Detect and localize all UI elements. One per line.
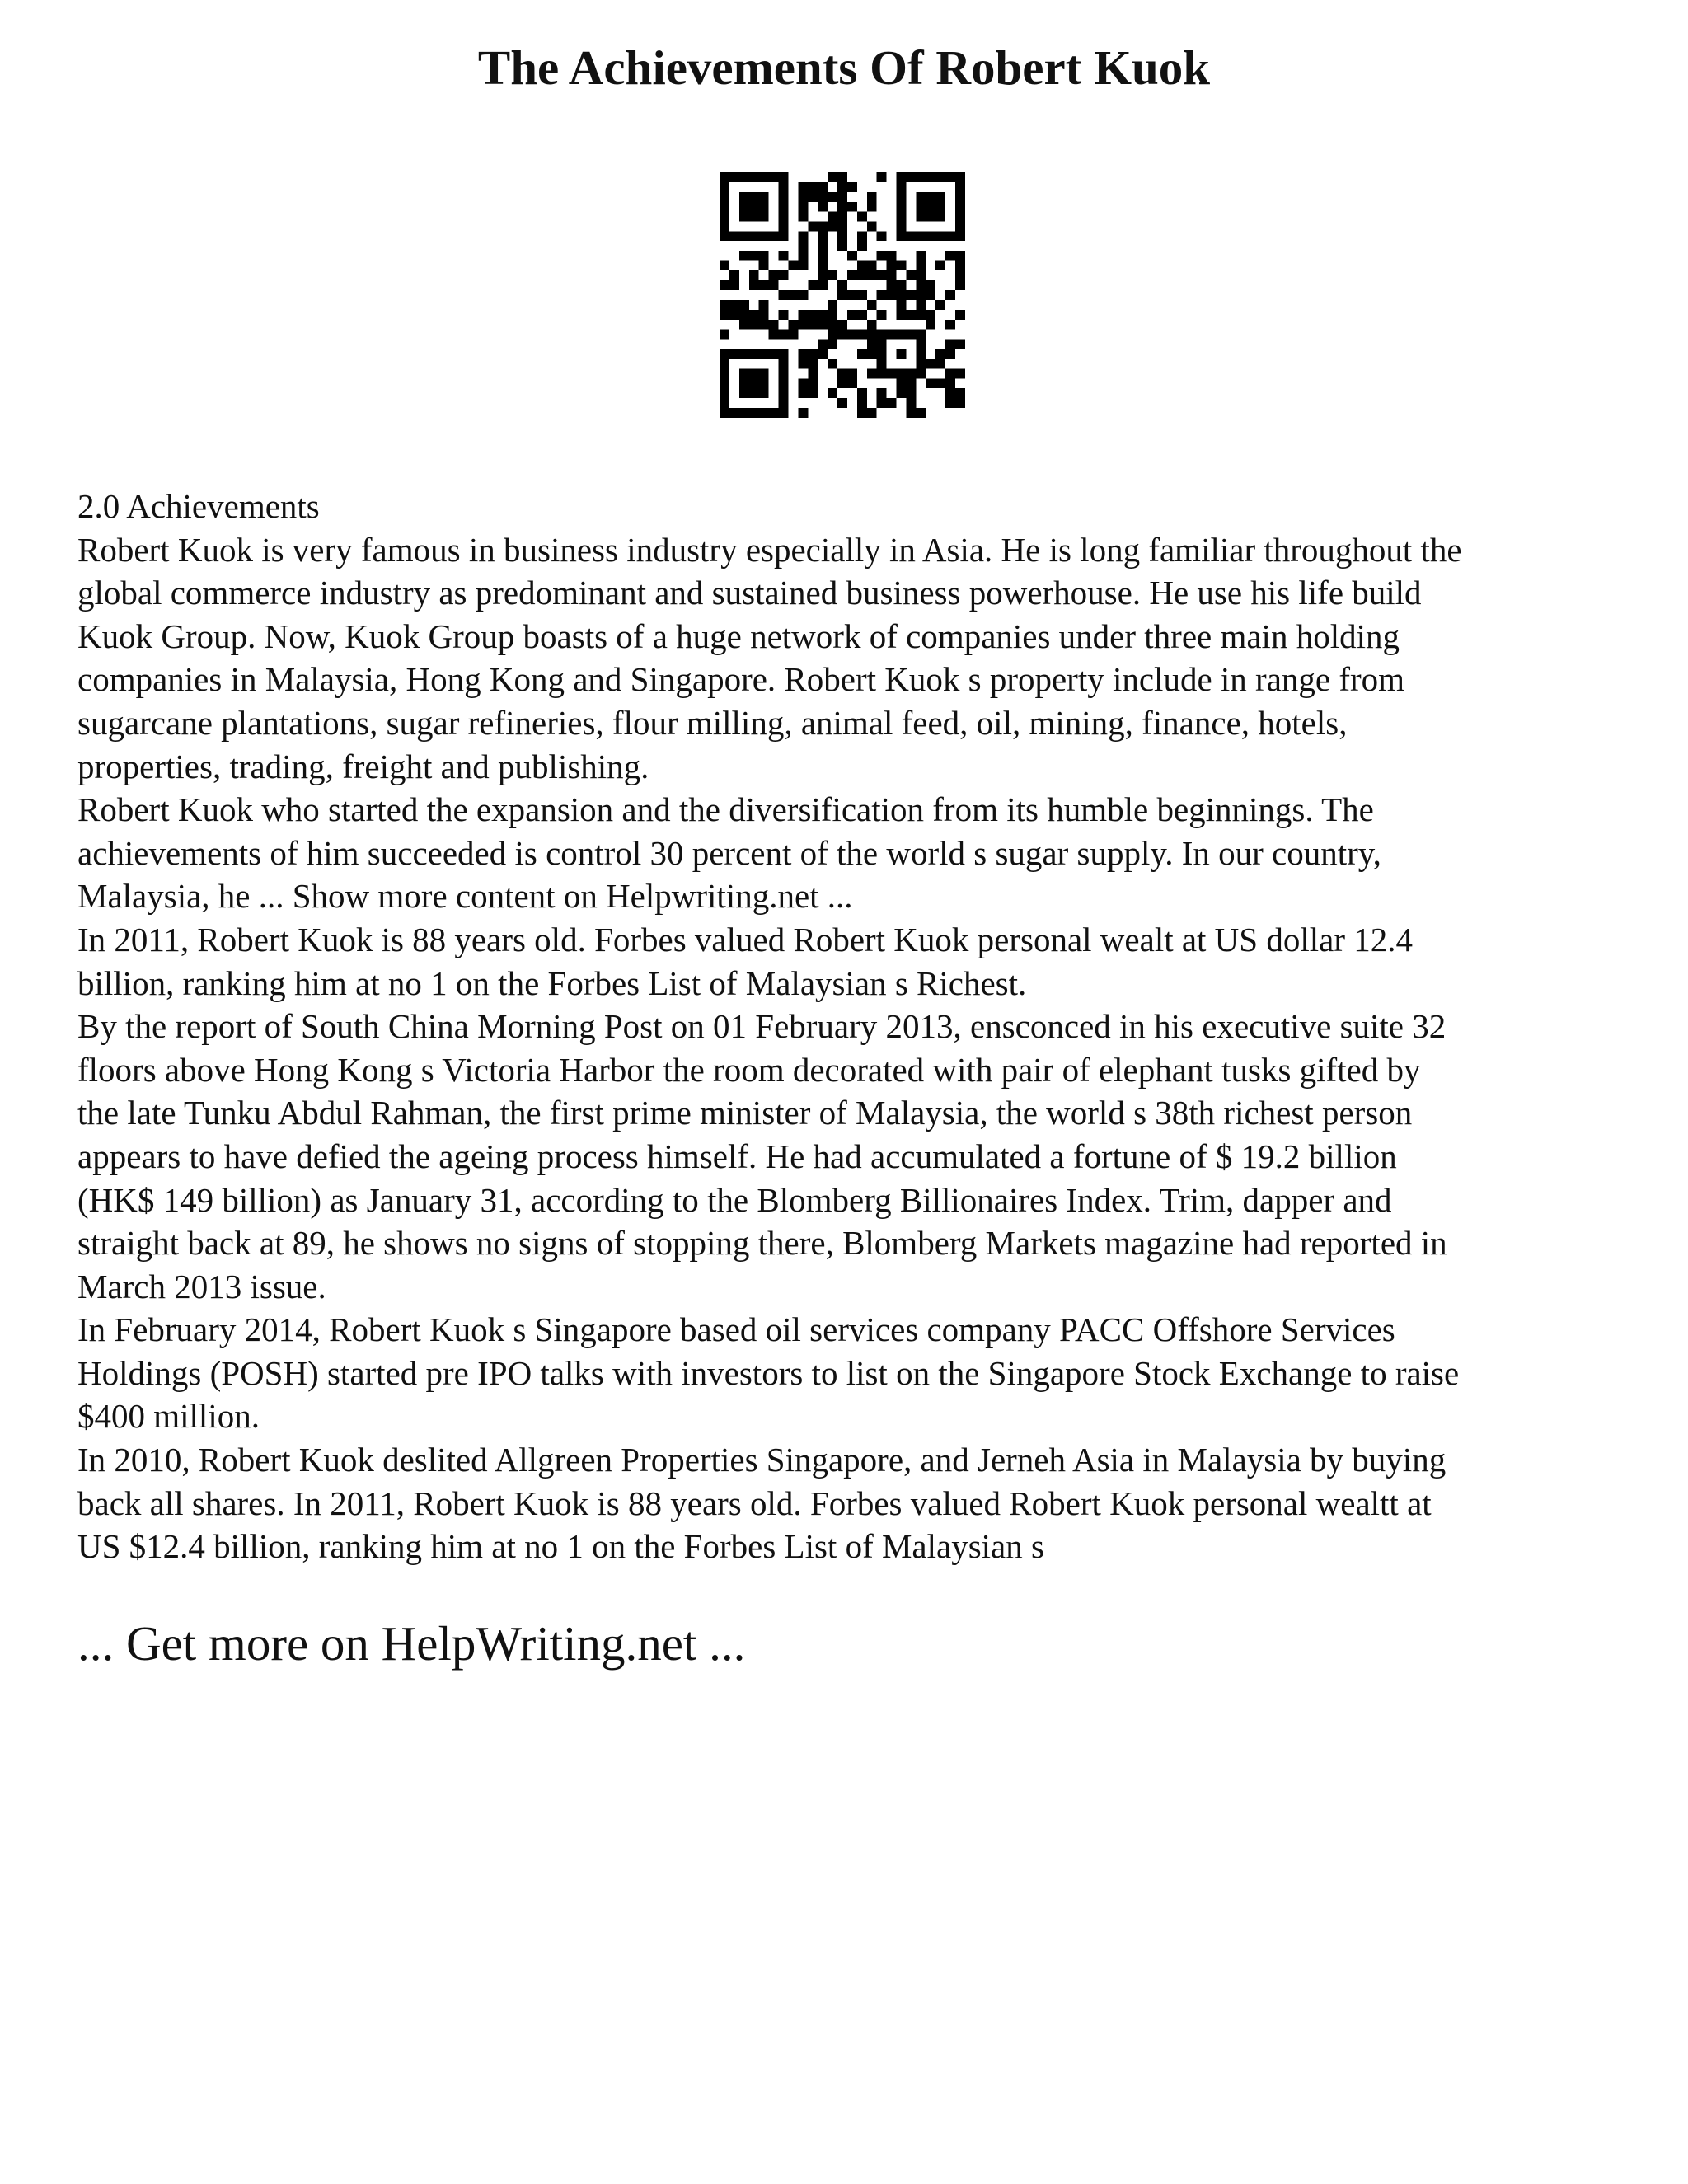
text-line: properties, trading, freight and publishing. — [77, 747, 649, 785]
text-line: billion, ranking him at no 1 on the Forbes List of Malaysian s Richest. — [77, 963, 1027, 1002]
text-line: Robert Kuok who started the expansion and the diversification from its humble beginnings. The — [77, 790, 1374, 829]
text-line: In 2011, Robert Kuok is 88 years old. Forbes valued Robert Kuok personal wealt at US dollar 12.4 — [77, 920, 1413, 958]
text-line: (HK$ 149 billion) as January 31, according to the Blomberg Billionaires Index. Trim, dapper and — [77, 1180, 1392, 1219]
text-line: Holdings (POSH) started pre IPO talks with investors to list on the Singapore Stock Exchange to raise — [77, 1353, 1460, 1392]
text-line: $400 million. — [77, 1397, 260, 1436]
text-line: the late Tunku Abdul Rahman, the first prime minister of Malaysia, the world s 38th richest person — [77, 1094, 1413, 1132]
get-more-link[interactable]: ... Get more on HelpWriting.net ... — [77, 1616, 746, 1671]
text-line: achievements of him succeeded is control 30 percent of the world s sugar supply. In our country, — [77, 833, 1381, 872]
text-line: global commerce industry as predominant and sustained business powerhouse. He use his life build — [77, 574, 1422, 612]
text-line: March 2013 issue. — [77, 1267, 326, 1305]
text-line: US $12.4 billion, ranking him at no 1 on the Forbes List of Malaysian s — [77, 1527, 1044, 1566]
text-line: Robert Kuok is very famous in business industry especially in Asia. He is long familiar throughout the — [77, 530, 1462, 569]
text-line: By the report of South China Morning Post on 01 February 2013, ensconced in his executive suite 32 — [77, 1007, 1447, 1046]
text-line: sugarcane plantations, sugar refineries, flour milling, animal feed, oil, mining, finance, hotels, — [77, 703, 1348, 742]
qr-code-icon — [720, 172, 965, 418]
text-line: floors above Hong Kong s Victoria Harbor the room decorated with pair of elephant tusks gifted by — [77, 1050, 1421, 1089]
page-title: The Achievements Of Robert Kuok — [477, 40, 1211, 95]
document-body — [77, 485, 1627, 1568]
text-line: Kuok Group. Now, Kuok Group boasts of a huge network of companies under three main holding — [77, 616, 1400, 655]
text-line: 2.0 Achievements — [77, 487, 320, 525]
text-line: back all shares. In 2011, Robert Kuok is 88 years old. Forbes valued Robert Kuok personal wealtt at — [77, 1483, 1432, 1522]
text-line: companies in Malaysia, Hong Kong and Singapore. Robert Kuok s property include in range from — [77, 660, 1405, 699]
text-line: Malaysia, he ... Show more content on Helpwriting.net ... — [77, 877, 853, 916]
text-line: In 2010, Robert Kuok deslited Allgreen Properties Singapore, and Jerneh Asia in Malaysia by buying — [77, 1441, 1447, 1479]
text-line: In February 2014, Robert Kuok s Singapore based oil services company PACC Offshore Services — [77, 1310, 1395, 1349]
text-line: appears to have defied the ageing process himself. He had accumulated a fortune of $ 19.2 billion — [77, 1137, 1397, 1175]
text-line: straight back at 89, he shows no signs of stopping there, Blomberg Markets magazine had reported in — [77, 1224, 1447, 1263]
